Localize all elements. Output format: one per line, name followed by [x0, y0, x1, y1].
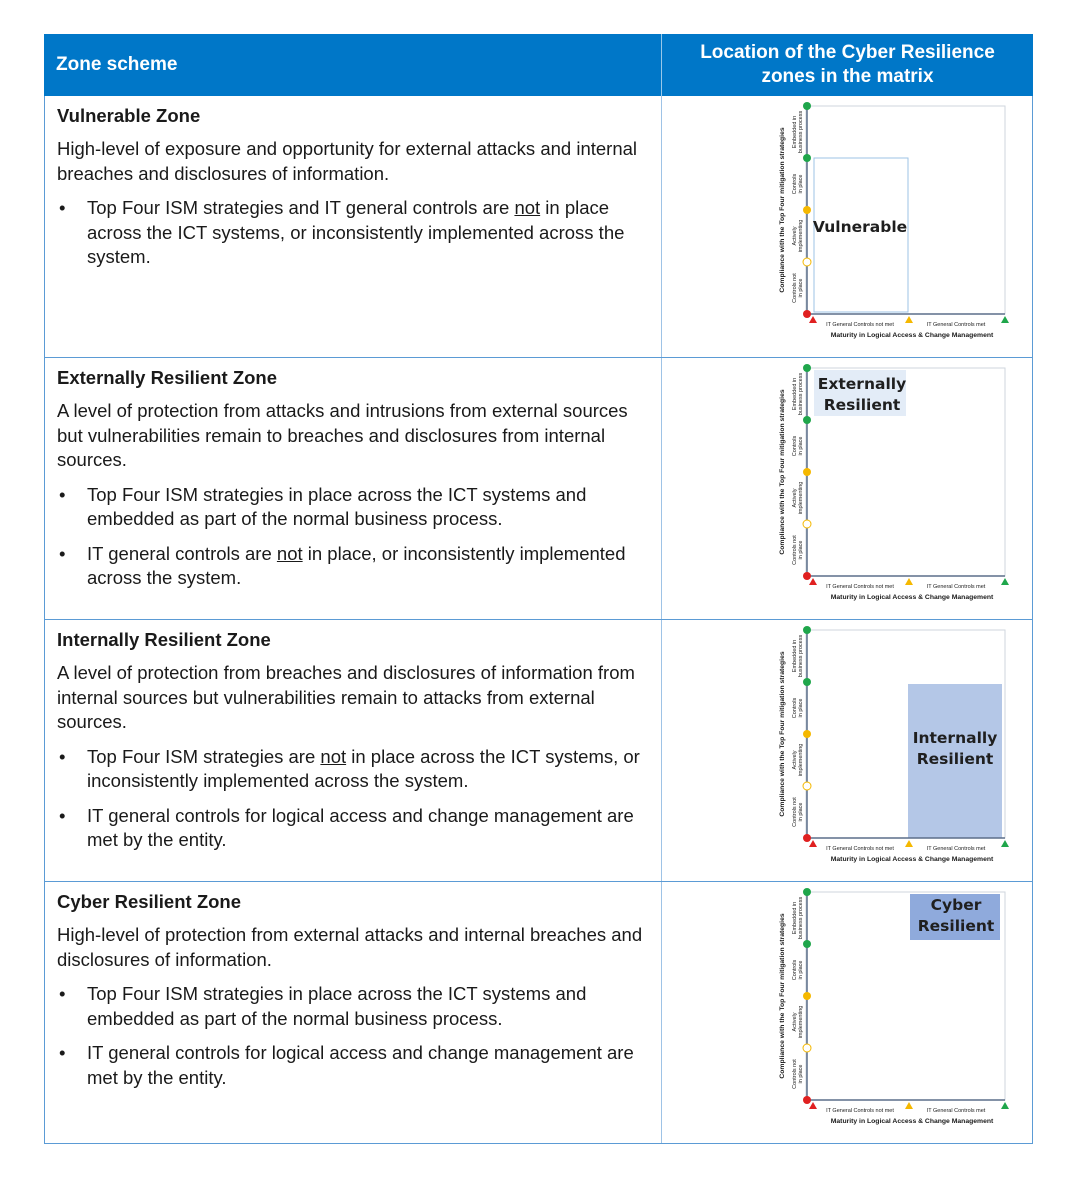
zone-row	[44, 882, 1033, 1144]
zone-matrix	[730, 368, 994, 606]
zone-label-line2: Resilient	[917, 917, 995, 935]
zone-label-line1: Externally	[817, 375, 907, 393]
y-label-line1: Controls not	[792, 535, 798, 565]
y-label-line2: business process	[798, 372, 804, 416]
bullet-pre: IT general controls for logical access and change management are met by the entity.	[87, 1042, 634, 1088]
y-label-line1: Embedded in	[792, 115, 798, 149]
marker-x-yellow	[905, 316, 913, 323]
marker-controls-not	[803, 782, 811, 790]
x-axis-title: Maturity in Logical Access & Change Management	[830, 1118, 994, 1125]
zone-description: High-level of protection from external attacks and internal breaches and disclosures of information.	[57, 924, 643, 970]
y-label-line2: implementing	[798, 743, 804, 777]
y-label-line1: Controls not	[792, 797, 798, 827]
column-divider	[661, 882, 662, 1143]
bullet-icon: •	[59, 983, 66, 1004]
y-label-line1: Embedded in	[792, 639, 798, 673]
y-label-line2: in place	[798, 174, 804, 194]
x-label-not-met: IT General Controls not met	[826, 1108, 894, 1114]
zone-title: Vulnerable Zone	[57, 105, 201, 126]
bullet-item	[57, 804, 653, 853]
y-label-line1: Embedded in	[792, 901, 798, 935]
column-divider	[661, 96, 662, 357]
y-axis-title: Compliance with the Top Four mitigation strategies	[779, 913, 786, 1079]
bullet-icon: •	[59, 542, 66, 564]
x-axis-title: Maturity in Logical Access & Change Management	[830, 594, 994, 601]
marker-origin	[803, 572, 811, 580]
zone-bullets	[57, 483, 653, 591]
y-axis-title: Compliance with the Top Four mitigation strategies	[779, 389, 786, 555]
zone-table	[44, 34, 1033, 1144]
zone-text	[57, 628, 653, 863]
bullet-pre: IT general controls are	[87, 542, 277, 564]
marker-embedded	[803, 364, 811, 372]
matrix-frame	[806, 106, 1005, 314]
marker-x-red	[809, 840, 817, 847]
zone-label-line2: Resilient	[823, 396, 901, 414]
zone-text	[57, 890, 653, 1100]
y-label-line2: business process	[798, 634, 804, 678]
marker-x-yellow	[905, 578, 913, 585]
zone-description: A level of protection from attacks and intrusions from external sources but vulnerabilities remain to breaches and disclosures from internal sources.	[57, 400, 628, 470]
marker-embedded	[803, 888, 811, 896]
x-label-met: IT General Controls met	[926, 322, 986, 328]
y-label-line1: Actively	[792, 488, 798, 508]
bullet-item	[57, 982, 653, 1031]
zone-row	[44, 96, 1033, 358]
y-label-line2: business process	[798, 110, 804, 154]
bullet-item	[57, 542, 653, 591]
bullet-icon: •	[59, 197, 66, 218]
bullet-post: in place, or inconsistently implemented across the system.	[87, 542, 626, 588]
marker-controls-in-place	[803, 678, 811, 686]
marker-origin	[803, 1096, 811, 1104]
x-axis-title: Maturity in Logical Access & Change Management	[830, 332, 994, 339]
marker-embedded	[803, 102, 811, 110]
zone-title: Externally Resilient Zone	[57, 367, 278, 388]
bullet-icon: •	[59, 483, 66, 505]
x-label-met: IT General Controls met	[926, 584, 986, 590]
y-label-line2: in place	[798, 802, 804, 822]
y-label-line1: Actively	[792, 226, 798, 246]
y-label-line1: Controls not	[792, 1059, 798, 1089]
x-label-not-met: IT General Controls not met	[826, 322, 894, 328]
bullet-icon: •	[59, 804, 66, 826]
bullet-underlined: not	[276, 542, 303, 564]
marker-controls-in-place	[803, 940, 811, 948]
marker-x-green	[1001, 1102, 1009, 1109]
bullet-post: in place across the ICT systems, or inconsistently implemented across the system.	[87, 197, 625, 267]
marker-x-red	[809, 316, 817, 323]
y-label-line1: Controls	[792, 435, 798, 457]
y-label-line1: Actively	[792, 1012, 798, 1032]
matrix-diagram	[730, 368, 994, 606]
zone-description: A level of protection from breaches and disclosures of information from internal sources but vulnerabilities remain to attacks from external sources.	[57, 662, 635, 732]
x-axis-title: Maturity in Logical Access & Change Management	[830, 856, 994, 863]
zone-bullets	[57, 745, 653, 853]
marker-x-green	[1001, 840, 1009, 847]
zone-label-line1: Vulnerable	[812, 218, 908, 236]
zone-description: High-level of exposure and opportunity for external attacks and internal breaches and disclosures of information.	[57, 138, 638, 184]
bullet-pre: Top Four ISM strategies in place across the ICT systems and embedded as part of the normal business process.	[87, 483, 587, 529]
marker-x-yellow	[905, 1102, 913, 1109]
bullet-item	[57, 483, 653, 532]
marker-x-red	[809, 1102, 817, 1109]
zone-matrix	[730, 630, 998, 868]
header-location-line1: Location of the Cyber Resilience	[700, 42, 995, 63]
zone-text	[57, 366, 653, 601]
zone-matrix	[730, 892, 995, 1130]
bullet-pre: IT general controls for logical access and change management are met by the entity.	[87, 804, 634, 850]
y-label-line2: in place	[798, 278, 804, 298]
column-divider	[661, 358, 662, 619]
y-label-line2: in place	[798, 960, 804, 980]
marker-x-red	[809, 578, 817, 585]
x-label-not-met: IT General Controls not met	[826, 584, 894, 590]
zone-row	[44, 620, 1033, 882]
marker-controls-not	[803, 520, 811, 528]
zone-row	[44, 358, 1033, 620]
y-label-line2: in place	[798, 698, 804, 718]
matrix-diagram	[730, 892, 995, 1130]
y-label-line1: Controls not	[792, 273, 798, 303]
x-label-met: IT General Controls met	[926, 1108, 986, 1114]
column-divider	[661, 620, 662, 881]
y-label-line1: Controls	[792, 173, 798, 195]
zone-matrix	[730, 106, 994, 344]
y-label-line2: in place	[798, 540, 804, 560]
y-label-line2: implementing	[798, 1005, 804, 1039]
zone-bullets	[57, 196, 653, 270]
marker-controls-in-place	[803, 154, 811, 162]
y-label-line2: in place	[798, 1064, 804, 1084]
marker-actively	[803, 730, 811, 738]
marker-actively	[803, 206, 811, 214]
zone-label-line1: Internally	[912, 729, 998, 747]
y-label-line1: Embedded in	[792, 377, 798, 411]
y-label-line2: implementing	[798, 219, 804, 253]
bullet-icon: •	[59, 1042, 66, 1063]
zone-title: Cyber Resilient Zone	[57, 891, 242, 912]
zone-label-line1: Cyber	[930, 896, 982, 914]
y-label-line1: Actively	[792, 750, 798, 770]
bullet-pre: Top Four ISM strategies and IT general controls are	[87, 197, 515, 218]
header-zone-scheme: Zone scheme	[56, 54, 178, 75]
marker-origin	[803, 310, 811, 318]
y-label-line2: in place	[798, 436, 804, 456]
zone-text	[57, 104, 653, 280]
marker-x-green	[1001, 578, 1009, 585]
bullet-item	[57, 196, 653, 270]
x-label-not-met: IT General Controls not met	[826, 846, 894, 852]
header-location	[662, 34, 1033, 96]
y-label-line2: business process	[798, 896, 804, 940]
marker-x-yellow	[905, 840, 913, 847]
marker-embedded	[803, 626, 811, 634]
zone-label-line2: Resilient	[916, 750, 994, 768]
marker-controls-not	[803, 258, 811, 266]
bullet-underlined: not	[320, 745, 347, 767]
x-label-met: IT General Controls met	[926, 846, 986, 852]
marker-x-green	[1001, 316, 1009, 323]
matrix-diagram	[730, 106, 994, 344]
bullet-item	[57, 1041, 653, 1090]
bullet-pre: Top Four ISM strategies are	[87, 745, 321, 767]
bullet-item	[57, 745, 653, 794]
bullet-icon: •	[59, 745, 66, 767]
zone-bullets	[57, 982, 653, 1090]
matrix-diagram	[730, 630, 998, 868]
bullet-pre: Top Four ISM strategies in place across the ICT systems and embedded as part of the normal business process.	[87, 983, 587, 1029]
marker-origin	[803, 834, 811, 842]
marker-controls-not	[803, 1044, 811, 1052]
bullet-underlined: not	[514, 197, 541, 218]
zone-title: Internally Resilient Zone	[57, 629, 271, 650]
marker-controls-in-place	[803, 416, 811, 424]
header-location-line2: zones in the matrix	[761, 66, 934, 87]
marker-actively	[803, 992, 811, 1000]
y-axis-title: Compliance with the Top Four mitigation strategies	[779, 127, 786, 293]
y-label-line1: Controls	[792, 697, 798, 719]
y-label-line2: implementing	[798, 481, 804, 515]
bullet-post: in place across the ICT systems, or inconsistently implemented across the system.	[87, 745, 640, 791]
y-axis-title: Compliance with the Top Four mitigation strategies	[779, 651, 786, 817]
marker-actively	[803, 468, 811, 476]
y-label-line1: Controls	[792, 959, 798, 981]
table-header	[44, 34, 1033, 96]
